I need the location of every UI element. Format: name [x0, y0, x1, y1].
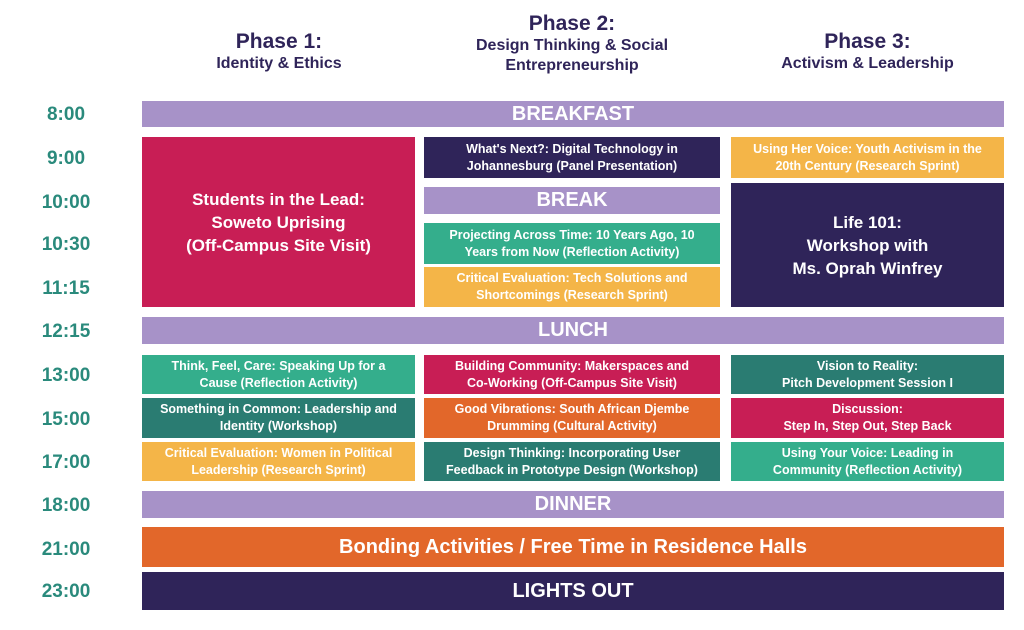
- soweto-block: [142, 137, 415, 307]
- think-feel-block: [142, 355, 415, 394]
- time-label: 10:00: [41, 192, 91, 213]
- critical-women-block: [142, 442, 415, 481]
- phase-2-header: [424, 12, 720, 76]
- vision-block: [731, 355, 1004, 394]
- time-label: 12:15: [41, 321, 91, 342]
- building-text: Building Community: Makerspaces and Co-Working (Off-Campus Site Visit): [454, 358, 690, 390]
- lunch-label: LUNCH: [538, 319, 608, 341]
- phase-1-subtitle: Identity & Ethics: [216, 55, 342, 72]
- phase-3-title: Phase 3:: [824, 30, 911, 53]
- phase-2-title: Phase 2:: [528, 12, 616, 35]
- critical-tech-text: Critical Evaluation: Tech Solutions and Shortcomings (Research Sprint): [456, 271, 688, 302]
- time-label: 11:15: [42, 278, 90, 299]
- vision-text: Vision to Reality: Pitch Development Session I: [782, 358, 953, 390]
- something-common-block: [142, 398, 415, 438]
- time-label: 23:00: [41, 581, 91, 602]
- lights-out-label: LIGHTS OUT: [512, 579, 634, 602]
- something-common-text: Something in Common: Leadership and Identity (Workshop): [160, 402, 397, 433]
- soweto-text: Students in the Lead: Soweto Uprising (Off-Campus Site Visit): [186, 189, 371, 255]
- dinner-band: [142, 491, 1004, 518]
- critical-women-text: Critical Evaluation: Women in Political Leadership (Research Sprint): [164, 445, 393, 477]
- time-label: 13:00: [41, 365, 91, 386]
- time-label: 8:00: [46, 104, 86, 125]
- time-label: 21:00: [41, 539, 91, 560]
- dinner-label: DINNER: [534, 493, 612, 515]
- phase-1-header: [150, 30, 408, 74]
- phase-3-subtitle: Activism & Leadership: [781, 55, 954, 72]
- time-label: 9:00: [46, 148, 86, 169]
- phase-3-header: [731, 30, 1004, 74]
- lights-out-band: [142, 572, 1004, 610]
- break-label: BREAK: [536, 189, 608, 211]
- breakfast-label: BREAKFAST: [511, 102, 635, 125]
- design-thinking-block: [424, 442, 720, 481]
- time-label: 10:30: [41, 234, 91, 255]
- phase-2-subtitle: Design Thinking & Social Entrepreneurship: [475, 37, 669, 74]
- building-block: [424, 355, 720, 394]
- lunch-band: [142, 317, 1004, 344]
- whats-next-block: [424, 137, 720, 178]
- good-vibrations-block: [424, 398, 720, 438]
- break-band: [424, 187, 720, 214]
- phase-1-title: Phase 1:: [235, 30, 323, 53]
- her-voice-text: Using Her Voice: Youth Activism in the 20th Century (Research Sprint): [753, 141, 982, 173]
- breakfast-band: [142, 101, 1004, 127]
- discussion-text: Discussion: Step In, Step Out, Step Back: [783, 402, 952, 433]
- projecting-block: [424, 223, 720, 264]
- life101-text: Life 101: Workshop with Ms. Oprah Winfrey: [792, 212, 943, 278]
- her-voice-block: [731, 137, 1004, 178]
- time-label: 17:00: [41, 452, 91, 473]
- time-label: 15:00: [41, 409, 91, 430]
- time-label: 18:00: [41, 495, 91, 516]
- think-feel-text: Think, Feel, Care: Speaking Up for a Cause (Reflection Activity): [171, 358, 386, 390]
- critical-tech-block: [424, 267, 720, 307]
- bonding-band: [142, 527, 1004, 567]
- discussion-block: [731, 398, 1004, 438]
- your-voice-text: Using Your Voice: Leading in Community (Reflection Activity): [772, 445, 963, 477]
- good-vibrations-text: Good Vibrations: South African Djembe Drumming (Cultural Activity): [454, 402, 690, 433]
- whats-next-text: What's Next?: Digital Technology in Johannesburg (Panel Presentation): [466, 141, 678, 173]
- your-voice-block: [731, 442, 1004, 481]
- projecting-text: Projecting Across Time: 10 Years Ago, 10 Years from Now (Reflection Activity): [449, 227, 695, 259]
- bonding-label: Bonding Activities / Free Time in Residence Halls: [339, 535, 807, 558]
- design-thinking-text: Design Thinking: Incorporating User Feedback in Prototype Design (Workshop): [446, 445, 698, 477]
- life101-block: [731, 183, 1004, 307]
